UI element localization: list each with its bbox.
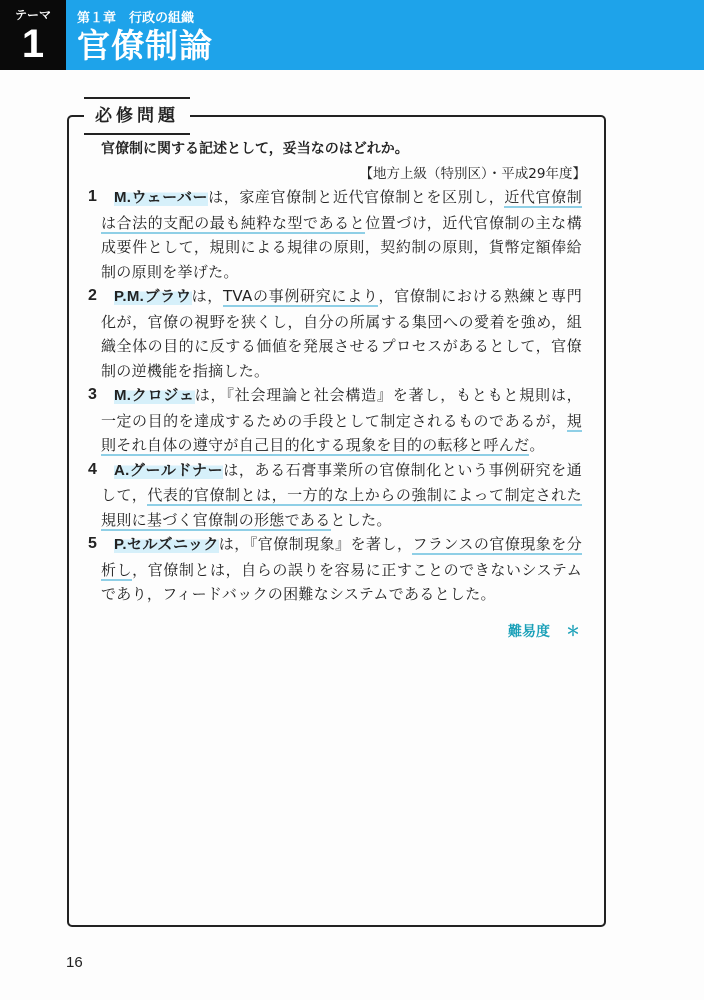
- choice-number: 5: [88, 535, 98, 552]
- scholar-name: P.M.ブラウ: [114, 288, 192, 305]
- page-title: 官僚制論: [77, 26, 213, 65]
- scholar-name: M.ウェーバー: [114, 189, 209, 206]
- choice-text: [101, 458, 582, 533]
- text-segment: 位置づけ，近代官僚制の主な構成要件として，規則による規律の原則，契約制の原則，貨幣定額俸給制の原則を挙げた。: [101, 213, 582, 281]
- difficulty: [508, 621, 580, 641]
- choice-text: [101, 532, 582, 607]
- choice-number: 2: [88, 287, 98, 304]
- underlined-phrase: 規則それ自体の遵守が自己目的化する現象を目的の転移と呼んだ: [101, 411, 582, 454]
- choice-4: [88, 458, 582, 533]
- difficulty-label: 難易度: [508, 624, 550, 640]
- underlined-phrase: 近代官僚制は合法的支配の最も純粋な型であると: [101, 188, 582, 232]
- text-segment: 。: [529, 436, 545, 454]
- text-segment: ，官僚制における熟練と専門化が，官僚の視野を狭くし，自分の所属する集団への愛着を強め，組織全体の目的に反する価値を発展させるプロセスがあるとして，官僚制の逆機能を指摘した。: [101, 287, 582, 380]
- scholar-name: A.グールドナー: [114, 461, 224, 479]
- choice-text: [101, 185, 582, 284]
- underlined-phrase: TVAの事例研究により: [222, 287, 379, 305]
- underlined-phrase: 代表的官僚制とは，一方的な上からの強制によって制定された規則に基づく官僚制の形態である: [101, 486, 583, 529]
- difficulty-star-icon: ＊: [566, 624, 580, 640]
- theme-header: [0, 0, 704, 70]
- theme-badge: [0, 0, 66, 70]
- choice-1: [88, 185, 582, 284]
- question-source: 【地方上級（特別区）・平成29年度】: [359, 166, 586, 182]
- choice-2: [88, 284, 582, 383]
- choice-5: [88, 532, 582, 607]
- problem-tag: 必修問題: [84, 97, 190, 135]
- text-segment: は，『官僚制現象』を著し，: [218, 535, 413, 553]
- text-segment: は，『社会理論と社会構造』を著し，もともと規則は，一定の目的を達成するための手段として制定されるものであるが，: [101, 386, 582, 430]
- page-number: 16: [66, 954, 83, 971]
- theme-number: 1: [21, 22, 45, 66]
- chapter-title: 第１章 行政の組織: [77, 11, 195, 26]
- question-text: 官僚制に関する記述として，妥当なのはどれか。: [101, 141, 409, 157]
- text-segment: とした。: [330, 510, 392, 529]
- text-segment: ，官僚制とは，自らの誤りを容易に正すことのできないシステムであり，フィードバックの困難なシステムであるとした。: [101, 560, 583, 603]
- choice-3: [88, 383, 582, 458]
- scholar-name: P.セルズニック: [114, 536, 219, 553]
- text-segment: は，家産官僚制と近代官僚制とを区別し，: [208, 188, 505, 206]
- text-segment: は，ある石膏事業所の官僚制化という事例研究を通して，: [101, 460, 582, 504]
- choice-number: 1: [88, 188, 98, 205]
- choice-text: [101, 383, 582, 458]
- theme-label: テーマ: [14, 8, 51, 22]
- text-segment: は，: [191, 287, 223, 305]
- underlined-phrase: フランスの官僚現象を分析し: [101, 535, 583, 579]
- choice-number: 4: [88, 460, 98, 478]
- choice-text: [101, 284, 582, 383]
- choice-number: 3: [88, 386, 98, 403]
- answer-choices: [88, 185, 582, 607]
- scholar-name: M.クロジェ: [114, 387, 195, 404]
